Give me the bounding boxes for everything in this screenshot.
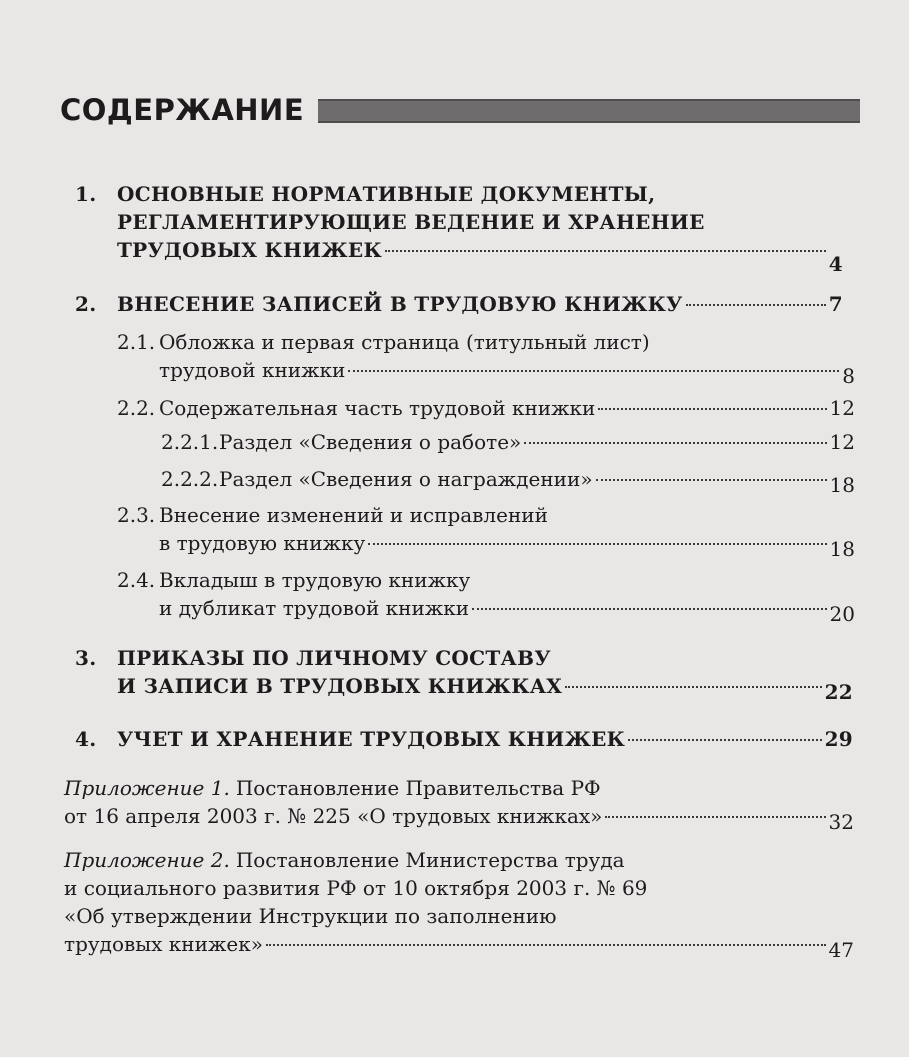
dot-leader [596, 479, 827, 481]
entry-text-line: Раздел «Сведения о работе» [219, 430, 522, 454]
toc-entry-2-1 [117, 328, 855, 388]
dot-leader [628, 739, 821, 741]
dot-leader [686, 304, 826, 306]
entry-number: 3. [75, 646, 97, 670]
entry-number: 2.2.2. [161, 467, 219, 491]
toc-header [60, 90, 860, 130]
appendix-label: Приложение 1. [64, 776, 230, 800]
dot-leader [348, 370, 839, 372]
entry-text-line: ВНЕСЕНИЕ ЗАПИСЕЙ В ТРУДОВУЮ КНИЖКУ [117, 292, 683, 316]
entry-number: 2.2.1. [161, 430, 219, 454]
page-number: 22 [824, 680, 853, 704]
dot-leader [565, 686, 821, 688]
page-number: 7 [828, 292, 843, 316]
toc-entry-2-2 [117, 394, 855, 422]
page-number: 12 [829, 396, 855, 420]
dot-leader [266, 944, 826, 946]
entry-text-line: от 16 апреля 2003 г. № 225 «О трудовых книжках» [64, 804, 603, 828]
page-number: 20 [829, 602, 855, 626]
entry-text-line: и социального развития РФ от 10 октября 2003 г. № 69 [64, 876, 648, 900]
entry-number: 2. [75, 292, 97, 316]
page-number: 29 [824, 727, 853, 751]
toc-entry-1 [75, 180, 843, 276]
page-number: 18 [829, 537, 855, 561]
dot-leader [368, 543, 826, 545]
entry-text-line: И ЗАПИСИ В ТРУДОВЫХ КНИЖКАХ [117, 674, 563, 698]
entry-text-line: трудовой книжки [159, 358, 346, 382]
entry-text-line: в трудовую книжку [159, 531, 366, 555]
toc-entry-appendix-1 [64, 774, 854, 834]
entry-number: 4. [75, 727, 97, 751]
entry-text-line: ТРУДОВЫХ КНИЖЕК [117, 238, 382, 262]
page-number: 8 [842, 364, 855, 388]
entry-text-line: РЕГЛАМЕНТИРУЮЩИЕ ВЕДЕНИЕ И ХРАНЕНИЕ [117, 210, 705, 234]
toc-entry-4 [75, 725, 853, 753]
entry-number: 2.1. [117, 330, 156, 354]
entry-text-line: «Об утверждении Инструкции по заполнению [64, 904, 557, 928]
page-number: 32 [828, 810, 854, 834]
dot-leader [472, 608, 826, 610]
entry-text-line: Постановление Правительства РФ [235, 776, 601, 800]
toc-entry-2-2-2 [161, 465, 855, 497]
toc-entry-3 [75, 644, 853, 704]
entry-text-line: и дубликат трудовой книжки [159, 596, 470, 620]
entry-text-line: Внесение изменений и исправлений [159, 503, 548, 527]
entry-text-line: Постановление Министерства труда [235, 848, 625, 872]
page-number: 12 [829, 430, 855, 454]
page-number: 47 [828, 938, 854, 962]
entry-number: 2.4. [117, 568, 156, 592]
toc-entry-2-4 [117, 566, 855, 626]
toc-entry-appendix-2 [64, 846, 854, 962]
dot-leader [598, 408, 826, 410]
toc-entry-2-3 [117, 501, 855, 561]
entry-text-line: Содержательная часть трудовой книжки [159, 396, 596, 420]
toc-entry-2-2-1 [161, 428, 855, 456]
toc-entry-2 [75, 290, 843, 318]
entry-number: 2.2. [117, 396, 156, 420]
toc-title: СОДЕРЖАНИЕ [60, 93, 305, 127]
page-number: 4 [828, 252, 843, 276]
appendix-label: Приложение 2. [64, 848, 230, 872]
page-number: 18 [829, 473, 855, 497]
entry-text-line: УЧЕТ И ХРАНЕНИЕ ТРУДОВЫХ КНИЖЕК [117, 727, 626, 751]
dot-leader [605, 816, 825, 818]
title-bar-decoration [318, 99, 860, 123]
entry-text-line: ОСНОВНЫЕ НОРМАТИВНЫЕ ДОКУМЕНТЫ, [117, 182, 656, 206]
entry-number: 2.3. [117, 503, 156, 527]
entry-number: 1. [75, 182, 97, 206]
dot-leader [524, 442, 826, 444]
entry-text-line: Вкладыш в трудовую книжку [159, 568, 471, 592]
entry-text-line: трудовых книжек» [64, 932, 263, 956]
entry-text-line: ПРИКАЗЫ ПО ЛИЧНОМУ СОСТАВУ [117, 646, 551, 670]
dot-leader [385, 250, 826, 252]
entry-text-line: Раздел «Сведения о награждении» [219, 467, 593, 491]
entry-text-line: Обложка и первая страница (титульный лист) [159, 330, 650, 354]
